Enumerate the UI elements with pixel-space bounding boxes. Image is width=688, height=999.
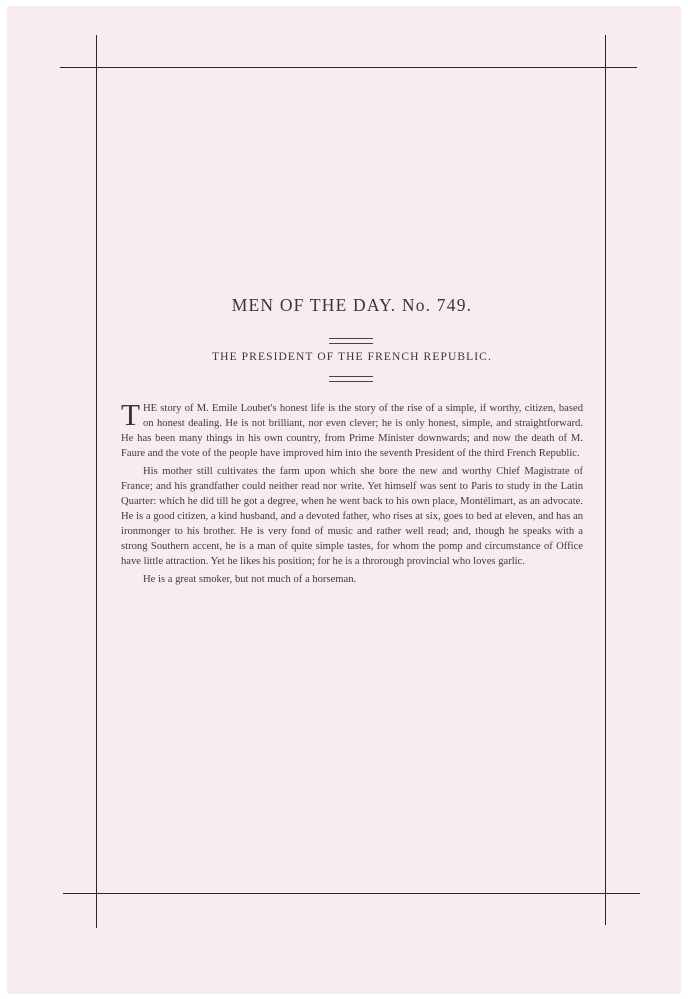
page-title: MEN OF THE DAY. No. 749. [231,295,473,315]
frame-left-rule [96,35,97,928]
frame-right-rule [605,35,606,925]
article-paragraph-1 [121,397,583,461]
title-divider [329,338,373,344]
article-body [121,397,583,590]
frame-bottom-rule [63,893,640,894]
article-paragraph-2: His mother still cultivates the farm upon which she bore the new and worthy Chief Magistrate of France; and his grandfather could neither read nor write. Yet himself was sent to Paris to study in the Latin Quarter: which he did till he got a degree, when he went back to his own place, Montélimart, as an advocate. He is a good citizen, a kind husband, and a devoted father, who rises at six, goes to bed at eleven, and has an ironmonger to his brother. He is very fond of music and rather well read; and, though he speaks with a strong Southern accent, he is a man of quite simple tastes, for whom the pomp and circumstance of Office have little attraction. Yet he likes his position; for he is a throrough provincial who loves garlic. [121,466,583,567]
frame-top-rule [60,67,637,68]
subtitle-divider [329,376,373,382]
article-subtitle: THE PRESIDENT OF THE FRENCH REPUBLIC. [212,351,492,363]
article-paragraph-3: He is a great smoker, but not much of a horseman. [143,574,357,585]
drop-cap: T [121,397,140,432]
paragraph-1-text: HE story of M. Emile Loubet's honest life is the story of the rise of a simple, if worthy, citizen, based on honest dealing. He is not brilliant, nor even clever; he is only honest, simple, and straightforward. He has been many things in his own country, from Prime Minister downwards; and now the death of M. Faure and the vote of the people have improved him into the seventh President of the third French Republic. [121,403,583,459]
